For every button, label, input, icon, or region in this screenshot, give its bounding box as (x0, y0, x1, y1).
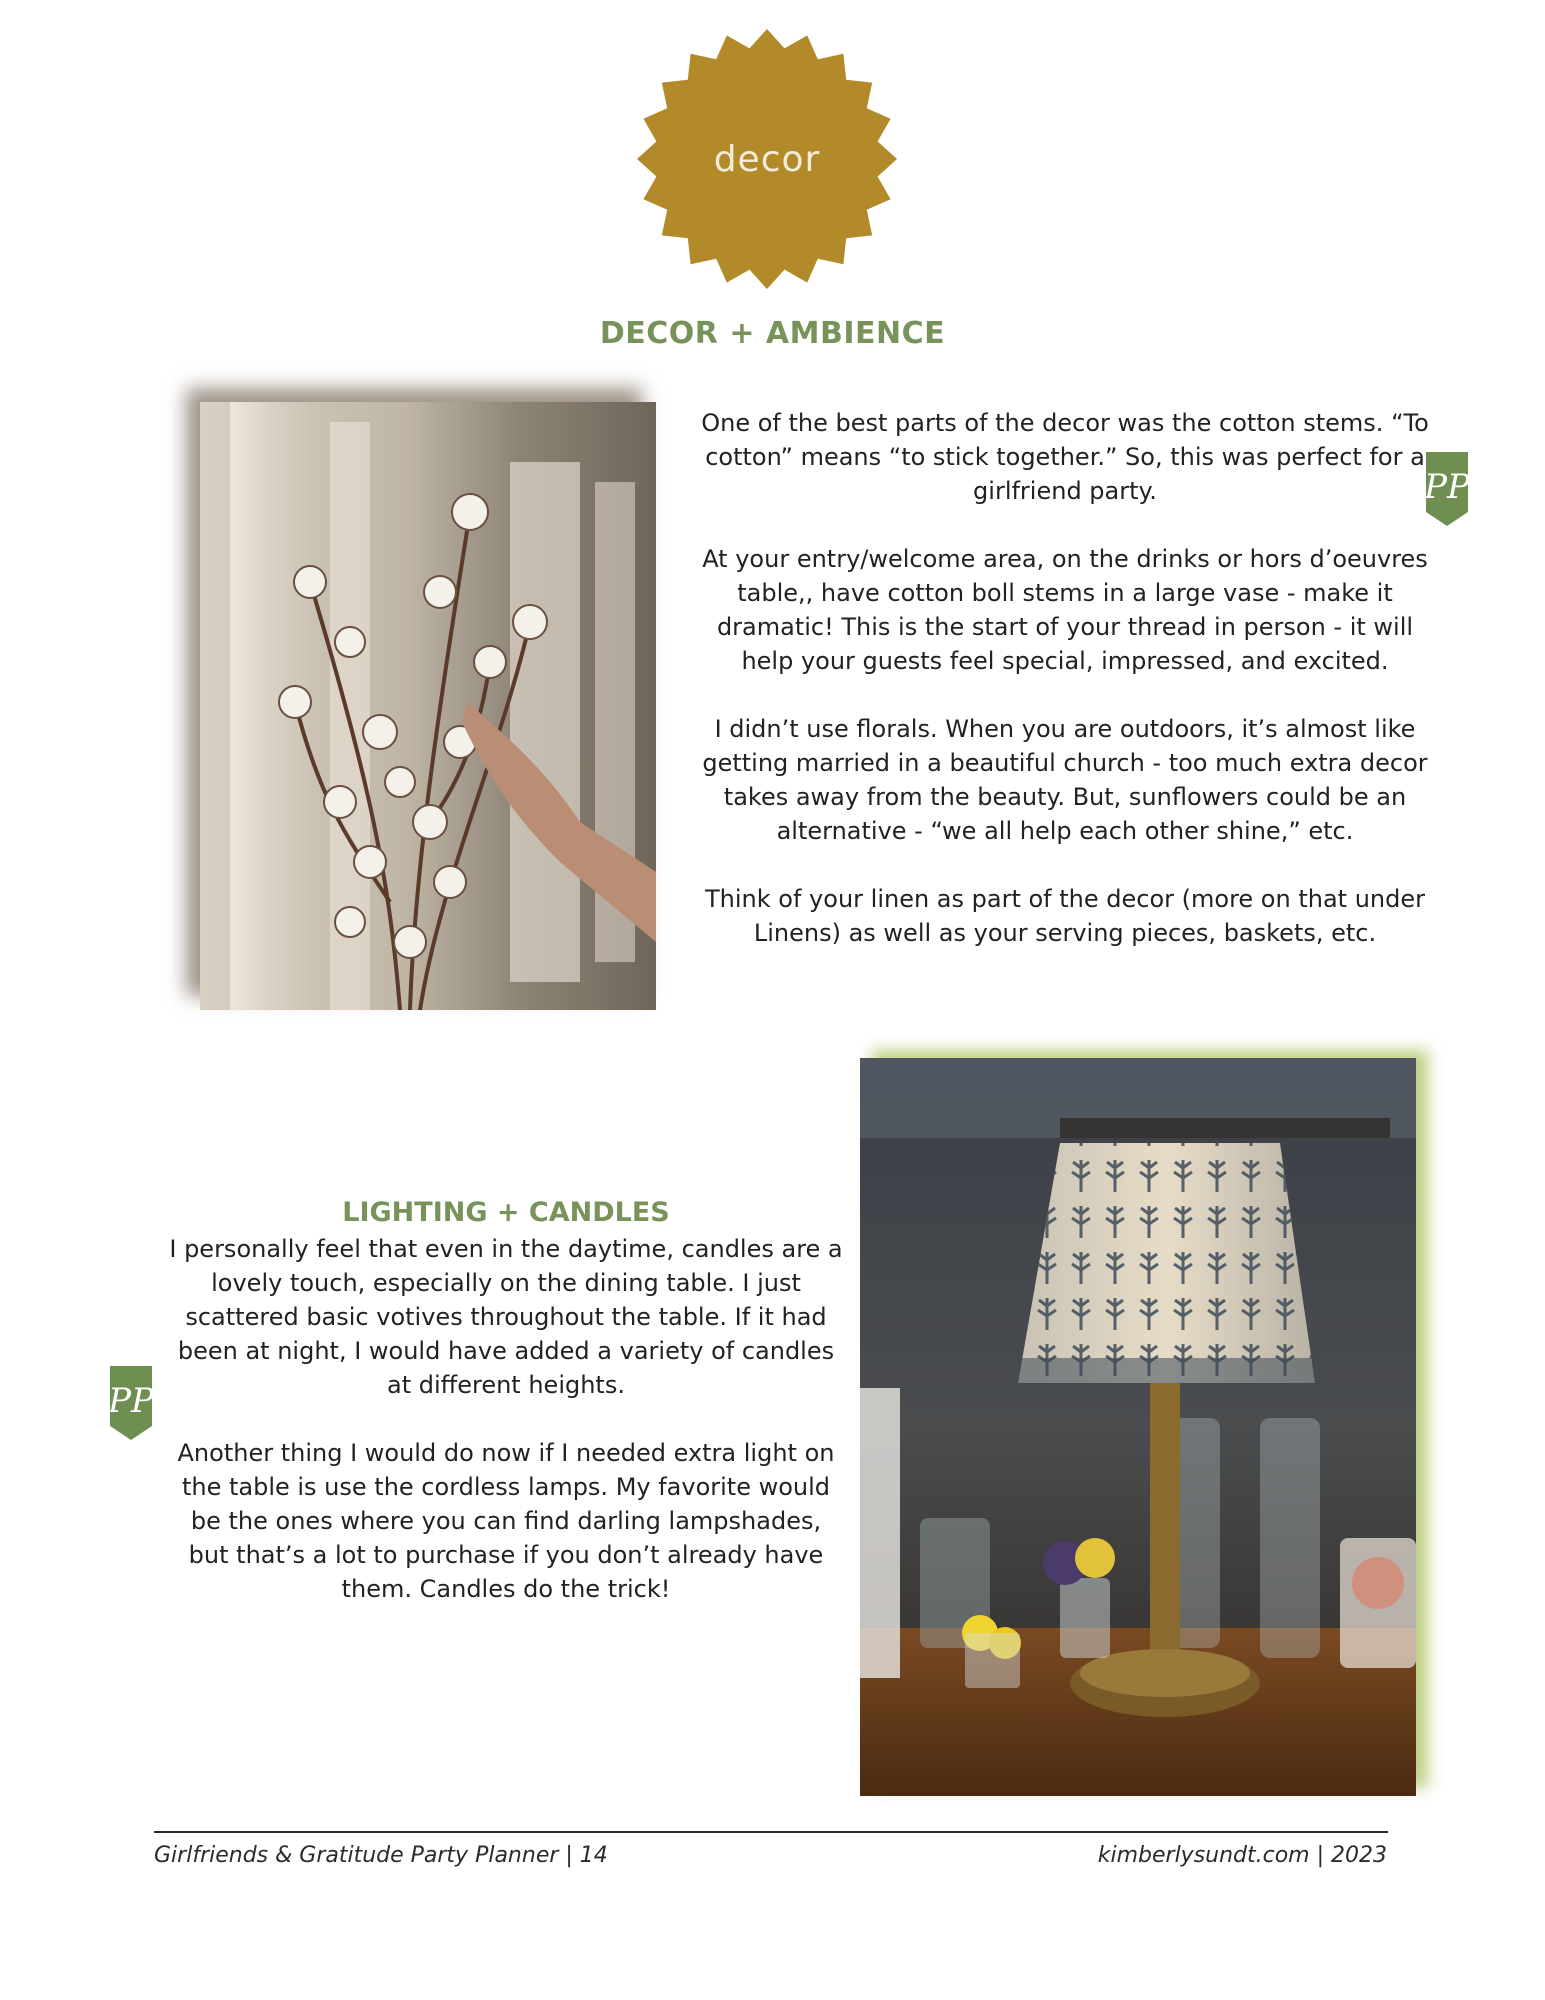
decor-paragraph: At your entry/welcome area, on the drinks or hors d’oeuvres table,, have cotton boll stems in a large vase - make it dramatic! This is the start of your thread in person - it will help your guests feel special, impressed, and excited. (702, 545, 1428, 675)
decor-badge (632, 28, 902, 290)
footer-website-year: kimberlysundt.com | 2023 (1097, 1843, 1387, 1868)
footer-divider (154, 1831, 1388, 1833)
decor-text-block (698, 406, 1432, 984)
badge-label: decor (713, 138, 821, 180)
cotton-stems-photo (200, 402, 656, 1010)
pp-monogram-icon (1424, 450, 1470, 528)
decor-paragraph: Think of your linen as part of the decor (more on that under Linens) as well as your serving pieces, baskets, etc. (705, 885, 1425, 947)
lighting-text-block (168, 1232, 844, 1640)
footer-title-page: Girlfriends & Gratitude Party Planner | 14 (154, 1843, 608, 1868)
decor-paragraph: One of the best parts of the decor was the cotton stems. “To cotton” means “to stick together.” So, this was perfect for a girlfriend party. (701, 409, 1429, 505)
decor-ambience-heading: DECOR + AMBIENCE (599, 316, 946, 351)
pp-monogram-icon (108, 1364, 154, 1442)
lighting-paragraph: I personally feel that even in the daytime, candles are a lovely touch, especially on the dining table. I just scattered basic votives throughout the table. If it had been at night, I would have added a variety of candles at different heights. (169, 1235, 843, 1399)
lighting-paragraph: Another thing I would do now if I needed extra light on the table is use the cordless lamps. My favorite would be the ones where you can find darling lampshades, but that’s a lot to purchase if you don’t already have them. Candles do the trick! (177, 1439, 835, 1603)
svg-text:PP: PP (108, 1381, 154, 1421)
svg-text:PP: PP (1424, 467, 1470, 507)
lighting-candles-heading: LIGHTING + CANDLES (342, 1197, 670, 1228)
cordless-lamp-photo (860, 1058, 1416, 1796)
decor-paragraph: I didn’t use florals. When you are outdoors, it’s almost like getting married in a beautiful church - too much extra decor takes away from the beauty. But, sunflowers could be an alternative - “we all help each other shine,” etc. (702, 715, 1428, 845)
